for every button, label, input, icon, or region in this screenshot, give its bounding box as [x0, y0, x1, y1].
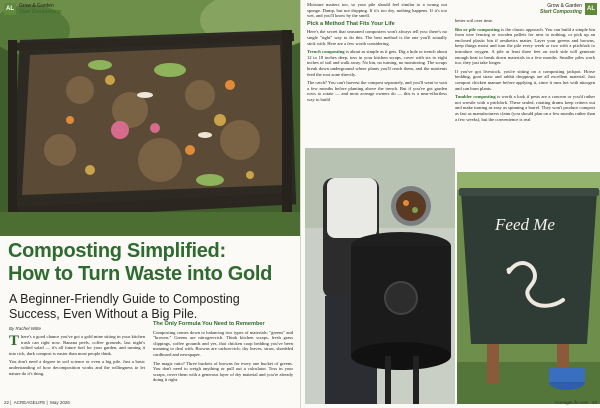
dek: A Beginner-Friendly Guide to Composting Success, Even Without a Big Pile.	[9, 292, 240, 321]
better-paragraph: better soil over time.	[455, 18, 494, 23]
headline-line-1: Composting Simplified:	[8, 240, 226, 262]
method-heading: Pick a Method That Fits Your Life	[307, 20, 395, 27]
bin-label: Bin or pile composting	[455, 26, 500, 32]
footer-url: AcreageLife.com	[554, 400, 589, 405]
trench-text: is about as simple as it gets. Dig a hole or trench about 12 to 18 inches deep, toss in your kitchen scraps, cover with six to eight inches of soil and walk away. No bin, no turning, no monitoring. The scraps break down underground where plants you'll reach them, and the nutrients feed the root zone directly.	[307, 49, 447, 77]
moisture-paragraph: Moisture matters too, so your pile should feel similar to a wrung out sponge. Damp, but not dripping. If it's too dry, nothing happens. If it's too wet, and you'll know by the smell.	[307, 2, 447, 19]
tumbler-photo	[305, 148, 455, 404]
section-label-right: Grow & Garden	[547, 3, 582, 9]
headline-line-2: How to Turn Waste into Gold	[8, 263, 273, 285]
section-tag	[4, 3, 61, 15]
subsection-label-right: Start Composting	[540, 9, 582, 15]
byline: By Rachel Witte	[9, 326, 41, 331]
feed-me-sign-text: Feed Me	[495, 215, 555, 234]
goat-paragraph: If you've got livestock, you're sitting on a composting jackpot. Horse bedding, goat straw and rabbit droppings are all excellent material. Just compost chicken manure before applying it, since it runs hot with nitrogen and can burn plants.	[455, 68, 595, 91]
bin-column	[455, 18, 595, 125]
intro-paragraph-1	[9, 334, 145, 356]
section-labels	[19, 3, 61, 15]
formula-column	[153, 320, 293, 386]
page-number-right: 23	[591, 400, 597, 405]
drop-cap: T	[9, 333, 20, 349]
brand-logo: AL	[4, 3, 16, 15]
bin-paragraph	[455, 27, 595, 66]
headline	[8, 240, 294, 286]
page-number-left: 22	[4, 400, 10, 405]
left-footer: 22 | ACREAGELIFE | May 2026	[4, 400, 70, 405]
section-labels-right	[540, 3, 582, 15]
formula-heading: The Only Formula You Need to Remember	[153, 321, 265, 327]
tumbler-label: Tumbler composting	[455, 94, 496, 100]
right-footer	[554, 400, 597, 405]
intro-column	[9, 334, 145, 379]
tumbler-illustration	[305, 148, 455, 404]
compost-bin-illustration	[0, 0, 300, 236]
subsection-label: Start Composting	[19, 9, 61, 15]
catch-paragraph: The catch? You can't harvest the compost separately, and you'll want to wait a few months before planting above the trench. But if you've got garden rows to rotate — and most acreage owners do — this is a near-effortless way to build	[307, 80, 447, 102]
formula-paragraph-1: Composting comes down to balancing two types of materials: "greens" and "browns." Greens are nitrogen-rich. Think kitchen scraps, fresh grass clippings, coffee grounds and yes, that chicken coop bedding you've been meaning to deal with. Browns are carbon-rich: dry leaves, straw, shredded cardboard and newspaper.	[153, 329, 293, 357]
formula-paragraph-2: The magic ratio? Three buckets of browns for every one bucket of greens. You don't need to weigh anything or pull out a calculator. Toss in your scraps, cover them with a generous layer of dry material and you're already doing it right.	[153, 360, 293, 383]
section-tag-right	[540, 3, 597, 15]
right-page	[300, 0, 600, 408]
brand-logo-right: AL	[585, 3, 597, 15]
footer-issue: May 2026	[50, 400, 70, 405]
footer-brand: ACREAGELIFE	[13, 400, 46, 405]
tumbler-paragraph	[455, 94, 595, 122]
feed-me-bin-illustration	[457, 172, 600, 404]
feed-me-bin-photo	[457, 172, 600, 404]
compost-bin-photo	[0, 0, 300, 236]
intro-paragraph-2: You don't need a degree in soil science or even a big pile. Just a basic understanding of how decomposition works and the willingness to let nature do it's thing.	[9, 359, 145, 376]
tumbler-text: is worth a look if pests are a concern or you'd rather not wrestle with a pitchfork. These sealed, rotating drums keep critters out and make turning as easy as spinning a barrel. They won't produce compost as fast as manufacturers claim (you should plan on a few months rather than a few weeks), but the convenience is real	[455, 94, 595, 122]
method-column	[307, 2, 447, 106]
method-paragraph: Here's the secret that seasoned composters won't always tell you: there's no single "right" way to do this. The best method is the one you'll actually stick with. Here are a few worth considering.	[307, 29, 447, 46]
bin-text: is the classic approach. You can build a simple bin from wire fencing or wooden pallets for next to nothing, or pick up an enclosed plastic bin if aesthetics matter. Layer your greens and browns, keep things moist and turn the pile every week or two with a pitchfork to introduce oxygen. A pile at least three feet on each side will generate enough heat to break down materials in a few months. Smaller piles work too, they just take longer.	[455, 26, 595, 66]
intro-paragraph-1-text: here's a good chance you've got a gold mine sitting in your kitchen trash can right now. Banana peels, coffee grounds, last night's wilted salad — it's all future fuel for your garden, and turning it into rich, dark compost is easier than most people think.	[9, 334, 145, 356]
trench-label: Trench composting	[307, 49, 345, 55]
trench-paragraph	[307, 49, 447, 77]
section-label: Grow & Garden	[19, 3, 54, 9]
